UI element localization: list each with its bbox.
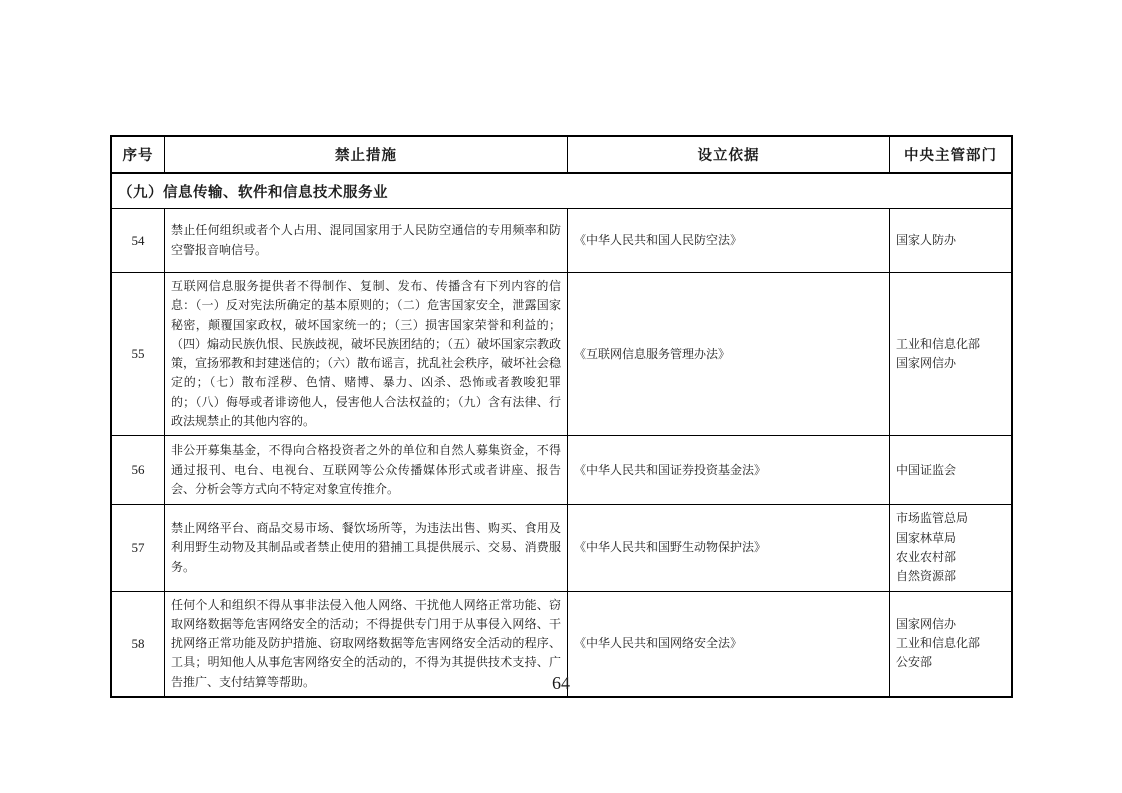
department-cell xyxy=(889,436,1011,504)
department-line: 农业农村部 xyxy=(896,549,957,564)
table-row xyxy=(112,208,1011,272)
table-row xyxy=(112,272,1011,435)
department-line: 中国证监会 xyxy=(896,462,957,477)
measure-text: 禁止网络平台、商品交易市场、餐饮场所等，为违法出售、购买、食用及利用野生动物及其制品或者禁止使用的猎捕工具提供展示、交易、消费服务。 xyxy=(171,521,561,574)
department-line: 工业和信息化部 xyxy=(896,336,981,351)
department-line: 自然资源部 xyxy=(896,569,957,584)
header-measure-col: 禁止措施 xyxy=(164,137,567,172)
measure-text: 任何个人和组织不得从事非法侵入他人网络、干扰他人网络正常功能、窃取网络数据等危害网络安全的活动；不得提供专门用于从事侵入网络、干扰网络正常功能及防护措施、窃取网络数据等危害网络安全活动的程序、工具；明知他人从事危害网络安全的活动的，不得为其提供技术支持、广告推广、支付结算等帮助。 xyxy=(171,597,561,689)
measure-text: 非公开募集基金，不得向合格投资者之外的单位和自然人募集资金，不得通过报刊、电台、电视台、互联网等公众传播媒体形式或者讲座、报告会、分析会等方式向不特定对象宣传推介。 xyxy=(171,443,561,497)
table-row xyxy=(112,435,1011,504)
row-number-cell: 56 xyxy=(131,462,145,478)
measure-text: 禁止任何组织或者个人占用、混同国家用于人民防空通信的专用频率和防空警报音响信号。 xyxy=(171,223,561,257)
department-line: 国家网信办 xyxy=(896,356,957,371)
section-header-row xyxy=(112,172,1011,208)
header-basis-col: 设立依据 xyxy=(567,137,889,172)
department-cell xyxy=(889,273,1011,435)
row-number-cell: 58 xyxy=(131,635,145,651)
department-line: 工业和信息化部 xyxy=(896,636,981,651)
basis-cell: 《中华人民共和国证券投资基金法》 xyxy=(567,436,889,504)
measure-cell xyxy=(164,505,567,590)
basis-cell: 《中华人民共和国网络安全法》 xyxy=(567,592,889,696)
header-dept-col: 中央主管部门 xyxy=(889,137,1011,172)
basis-cell: 《中华人民共和国野生动物保护法》 xyxy=(567,505,889,590)
measure-cell xyxy=(164,436,567,504)
department-line: 国家网信办 xyxy=(896,616,957,631)
row-number-cell: 57 xyxy=(131,539,145,555)
row-number-cell: 54 xyxy=(131,232,145,248)
department-line: 市场监管总局 xyxy=(896,511,969,526)
table-header-row xyxy=(112,137,1011,172)
measure-cell xyxy=(164,273,567,435)
department-cell xyxy=(889,209,1011,272)
basis-cell: 《互联网信息服务管理办法》 xyxy=(567,273,889,435)
department-line: 国家林草局 xyxy=(896,530,957,545)
department-line: 公安部 xyxy=(896,655,933,670)
department-line: 国家人防办 xyxy=(896,232,957,247)
prohibition-measures-table xyxy=(110,135,1013,698)
table-row xyxy=(112,504,1011,590)
basis-cell: 《中华人民共和国人民防空法》 xyxy=(567,209,889,272)
section-title: （九）信息传输、软件和信息技术服务业 xyxy=(118,184,388,201)
measure-text: 互联网信息服务提供者不得制作、复制、发布、传播含有下列内容的信息：（一）反对宪法所确定的基本原则的；（二）危害国家安全，泄露国家秘密，颠覆国家政权，破坏国家统一的；（三）损害国家荣誉和利益的；（四）煽动民族仇恨、民族歧视，破坏民族团结的；（五）破坏国家宗教政策，宣扬邪教和封建迷信的；（六）散布谣言，扰乱社会秩序，破坏社会稳定的；（七）散布淫秽、色情、赌博、暴力、凶杀、恐怖或者教唆犯罪的；（八）侮辱或者诽谤他人，侵害他人合法权益的；（九）含有法律、行政法规禁止的其他内容的。 xyxy=(171,279,562,429)
measure-cell xyxy=(164,209,567,272)
department-cell xyxy=(889,505,1011,590)
row-number-cell: 55 xyxy=(131,346,145,362)
page-number: 64 xyxy=(552,673,570,693)
header-seq-col: 序号 xyxy=(122,148,154,164)
